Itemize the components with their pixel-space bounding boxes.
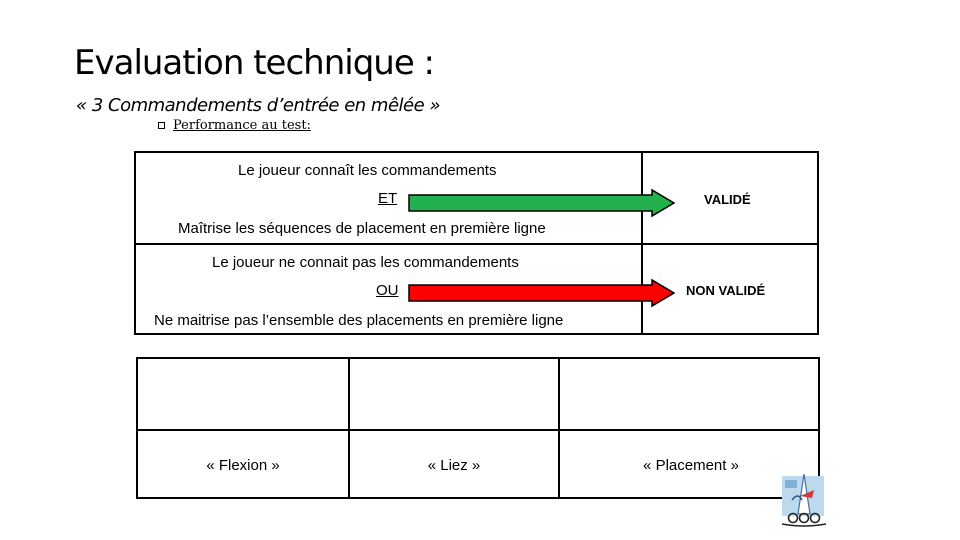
command-label-flexion: « Flexion »: [206, 457, 280, 474]
page-title: Evaluation technique :: [74, 43, 435, 83]
criteria-row-invalid: [136, 245, 817, 335]
commands-row-divider: [138, 429, 818, 431]
command-cell-flexion-value[interactable]: [138, 359, 348, 429]
criteria-invalid-connector: OU: [376, 282, 399, 299]
criteria-invalid-line2: Ne maitrise pas l’ensemble des placements en première ligne: [154, 312, 564, 329]
command-label-placement: « Placement »: [643, 457, 739, 474]
criteria-valid-connector: ET: [378, 190, 398, 207]
section-heading-text: Performance au test:: [173, 118, 311, 133]
red-arrow-icon: [408, 278, 676, 308]
federation-logo-icon: [780, 470, 828, 528]
result-valid: VALIDÉ: [704, 192, 751, 207]
command-cell-placement-value[interactable]: [560, 359, 820, 429]
result-invalid: NON VALIDÉ: [686, 283, 766, 298]
command-cell-liez-value[interactable]: [350, 359, 558, 429]
green-arrow-icon: [408, 188, 676, 218]
criteria-row-valid: [136, 153, 817, 245]
commands-table: [136, 357, 820, 499]
section-heading: [158, 118, 311, 133]
checkbox-bullet-icon: [158, 122, 165, 129]
criteria-invalid-line1: Le joueur ne connait pas les commandements: [212, 254, 519, 271]
page-subtitle: « 3 Commandements d’entrée en mêlée »: [76, 95, 441, 116]
criteria-table: [134, 151, 819, 335]
command-label-liez: « Liez »: [427, 457, 481, 474]
criteria-valid-line2: Maîtrise les séquences de placement en première ligne: [178, 220, 546, 237]
criteria-valid-line1: Le joueur connaît les commandements: [238, 162, 497, 179]
